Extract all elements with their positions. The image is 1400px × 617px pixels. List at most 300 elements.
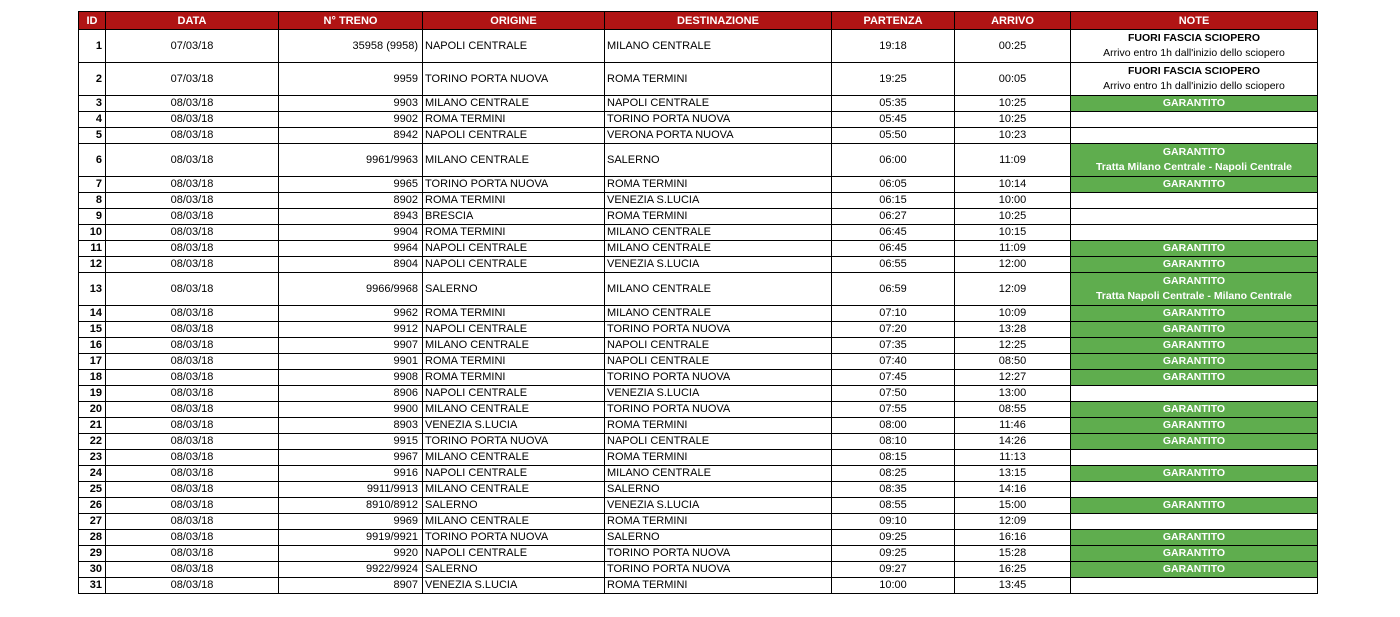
cell-data: 08/03/18: [106, 128, 279, 144]
cell-note: [1071, 354, 1318, 370]
cell-origine: ROMA TERMINI: [423, 193, 605, 209]
cell-partenza: 08:10: [832, 434, 955, 450]
header-note: NOTE: [1071, 12, 1318, 30]
cell-arrivo: 14:26: [955, 434, 1071, 450]
cell-treno: 9922/9924: [279, 562, 423, 578]
cell-arrivo: 08:50: [955, 354, 1071, 370]
cell-destinazione: NAPOLI CENTRALE: [605, 354, 832, 370]
cell-treno: 8904: [279, 257, 423, 273]
table-row: [79, 370, 1318, 386]
cell-note: [1071, 434, 1318, 450]
cell-note: [1071, 193, 1318, 209]
cell-partenza: 06:55: [832, 257, 955, 273]
cell-arrivo: 14:16: [955, 482, 1071, 498]
cell-origine: MILANO CENTRALE: [423, 402, 605, 418]
cell-data: 08/03/18: [106, 241, 279, 257]
cell-id: 7: [79, 177, 106, 193]
cell-data: 08/03/18: [106, 112, 279, 128]
cell-arrivo: 13:15: [955, 466, 1071, 482]
cell-id: 27: [79, 514, 106, 530]
cell-data: 08/03/18: [106, 273, 279, 306]
cell-partenza: 07:20: [832, 322, 955, 338]
cell-id: 11: [79, 241, 106, 257]
cell-destinazione: NAPOLI CENTRALE: [605, 96, 832, 112]
cell-id: 24: [79, 466, 106, 482]
cell-id: 23: [79, 450, 106, 466]
cell-arrivo: 13:28: [955, 322, 1071, 338]
cell-note: [1071, 273, 1318, 306]
cell-destinazione: MILANO CENTRALE: [605, 30, 832, 63]
cell-arrivo: 11:46: [955, 418, 1071, 434]
cell-id: 28: [79, 530, 106, 546]
note-status: GARANTITO: [1162, 403, 1226, 415]
table-row: [79, 112, 1318, 128]
header-partenza: PARTENZA: [832, 12, 955, 30]
note-status: GARANTITO: [1162, 242, 1226, 254]
table-row: [79, 209, 1318, 225]
cell-note: [1071, 546, 1318, 562]
cell-destinazione: ROMA TERMINI: [605, 63, 832, 96]
cell-destinazione: MILANO CENTRALE: [605, 466, 832, 482]
train-schedule-sheet: [78, 11, 1318, 594]
cell-partenza: 08:00: [832, 418, 955, 434]
cell-destinazione: ROMA TERMINI: [605, 578, 832, 594]
cell-origine: TORINO PORTA NUOVA: [423, 434, 605, 450]
cell-origine: TORINO PORTA NUOVA: [423, 63, 605, 96]
cell-treno: 8907: [279, 578, 423, 594]
cell-treno: 8902: [279, 193, 423, 209]
table-row: [79, 514, 1318, 530]
table-row: [79, 30, 1318, 63]
note-status: GARANTITO: [1162, 323, 1226, 335]
cell-data: 08/03/18: [106, 578, 279, 594]
header-data: DATA: [106, 12, 279, 30]
cell-treno: 9901: [279, 354, 423, 370]
cell-arrivo: 16:16: [955, 530, 1071, 546]
header-arrivo: ARRIVO: [955, 12, 1071, 30]
table-row: [79, 338, 1318, 354]
note-status: GARANTITO: [1162, 146, 1226, 158]
cell-treno: 9908: [279, 370, 423, 386]
table-row: [79, 193, 1318, 209]
cell-partenza: 08:35: [832, 482, 955, 498]
train-table: [78, 11, 1318, 594]
cell-treno: 35958 (9958): [279, 30, 423, 63]
cell-id: 31: [79, 578, 106, 594]
cell-origine: MILANO CENTRALE: [423, 96, 605, 112]
cell-treno: 9903: [279, 96, 423, 112]
cell-data: 08/03/18: [106, 96, 279, 112]
cell-treno: 9920: [279, 546, 423, 562]
cell-destinazione: VENEZIA S.LUCIA: [605, 193, 832, 209]
cell-id: 12: [79, 257, 106, 273]
cell-destinazione: SALERNO: [605, 144, 832, 177]
table-row: [79, 322, 1318, 338]
cell-destinazione: NAPOLI CENTRALE: [605, 338, 832, 354]
cell-origine: NAPOLI CENTRALE: [423, 466, 605, 482]
cell-origine: VENEZIA S.LUCIA: [423, 578, 605, 594]
cell-origine: ROMA TERMINI: [423, 112, 605, 128]
cell-data: 08/03/18: [106, 209, 279, 225]
cell-destinazione: TORINO PORTA NUOVA: [605, 562, 832, 578]
cell-id: 10: [79, 225, 106, 241]
cell-note: [1071, 96, 1318, 112]
cell-note: [1071, 177, 1318, 193]
cell-treno: 9916: [279, 466, 423, 482]
cell-id: 8: [79, 193, 106, 209]
cell-arrivo: 10:25: [955, 112, 1071, 128]
table-row: [79, 530, 1318, 546]
cell-partenza: 06:45: [832, 225, 955, 241]
cell-origine: BRESCIA: [423, 209, 605, 225]
cell-origine: ROMA TERMINI: [423, 370, 605, 386]
cell-id: 1: [79, 30, 106, 63]
cell-destinazione: VERONA PORTA NUOVA: [605, 128, 832, 144]
cell-partenza: 09:25: [832, 546, 955, 562]
cell-partenza: 07:45: [832, 370, 955, 386]
cell-treno: 9959: [279, 63, 423, 96]
cell-note: [1071, 144, 1318, 177]
note-status: GARANTITO: [1162, 97, 1226, 109]
cell-arrivo: 12:09: [955, 514, 1071, 530]
cell-origine: ROMA TERMINI: [423, 354, 605, 370]
cell-destinazione: NAPOLI CENTRALE: [605, 434, 832, 450]
note-detail: Arrivo entro 1h dall'inizio dello sciopero: [1103, 80, 1285, 92]
note-detail: Tratta Milano Centrale - Napoli Centrale: [1095, 161, 1293, 173]
table-row: [79, 241, 1318, 257]
cell-id: 5: [79, 128, 106, 144]
cell-data: 08/03/18: [106, 386, 279, 402]
table-row: [79, 306, 1318, 322]
cell-destinazione: MILANO CENTRALE: [605, 306, 832, 322]
cell-partenza: 19:25: [832, 63, 955, 96]
cell-id: 2: [79, 63, 106, 96]
cell-partenza: 06:00: [832, 144, 955, 177]
cell-note: [1071, 450, 1318, 466]
table-row: [79, 177, 1318, 193]
cell-destinazione: ROMA TERMINI: [605, 514, 832, 530]
cell-destinazione: ROMA TERMINI: [605, 177, 832, 193]
cell-data: 07/03/18: [106, 63, 279, 96]
cell-origine: NAPOLI CENTRALE: [423, 128, 605, 144]
cell-destinazione: ROMA TERMINI: [605, 209, 832, 225]
cell-arrivo: 13:00: [955, 386, 1071, 402]
cell-destinazione: VENEZIA S.LUCIA: [605, 257, 832, 273]
cell-origine: NAPOLI CENTRALE: [423, 30, 605, 63]
note-status: GARANTITO: [1162, 419, 1226, 431]
cell-destinazione: MILANO CENTRALE: [605, 241, 832, 257]
cell-destinazione: TORINO PORTA NUOVA: [605, 112, 832, 128]
cell-treno: 9967: [279, 450, 423, 466]
cell-arrivo: 00:25: [955, 30, 1071, 63]
cell-data: 08/03/18: [106, 225, 279, 241]
cell-data: 08/03/18: [106, 450, 279, 466]
cell-treno: 9919/9921: [279, 530, 423, 546]
cell-arrivo: 00:05: [955, 63, 1071, 96]
cell-partenza: 07:35: [832, 338, 955, 354]
cell-treno: 8903: [279, 418, 423, 434]
cell-data: 08/03/18: [106, 498, 279, 514]
note-status: FUORI FASCIA SCIOPERO: [1127, 65, 1261, 77]
cell-data: 07/03/18: [106, 30, 279, 63]
note-status: GARANTITO: [1162, 275, 1226, 287]
cell-id: 3: [79, 96, 106, 112]
note-status: GARANTITO: [1162, 563, 1226, 575]
cell-arrivo: 10:15: [955, 225, 1071, 241]
cell-arrivo: 08:55: [955, 402, 1071, 418]
cell-note: [1071, 386, 1318, 402]
table-row: [79, 450, 1318, 466]
cell-note: [1071, 306, 1318, 322]
cell-arrivo: 11:13: [955, 450, 1071, 466]
cell-origine: MILANO CENTRALE: [423, 450, 605, 466]
cell-id: 29: [79, 546, 106, 562]
cell-origine: ROMA TERMINI: [423, 306, 605, 322]
cell-id: 25: [79, 482, 106, 498]
cell-note: [1071, 482, 1318, 498]
header-destinazione: DESTINAZIONE: [605, 12, 832, 30]
cell-treno: 9966/9968: [279, 273, 423, 306]
table-row: [79, 354, 1318, 370]
cell-id: 16: [79, 338, 106, 354]
cell-note: [1071, 514, 1318, 530]
cell-treno: 9912: [279, 322, 423, 338]
cell-partenza: 19:18: [832, 30, 955, 63]
cell-note: [1071, 530, 1318, 546]
cell-arrivo: 10:14: [955, 177, 1071, 193]
cell-treno: 9907: [279, 338, 423, 354]
cell-id: 6: [79, 144, 106, 177]
cell-destinazione: VENEZIA S.LUCIA: [605, 386, 832, 402]
cell-partenza: 07:55: [832, 402, 955, 418]
header-origine: ORIGINE: [423, 12, 605, 30]
cell-arrivo: 12:00: [955, 257, 1071, 273]
cell-destinazione: TORINO PORTA NUOVA: [605, 546, 832, 562]
cell-data: 08/03/18: [106, 418, 279, 434]
note-status: GARANTITO: [1162, 355, 1226, 367]
cell-origine: NAPOLI CENTRALE: [423, 241, 605, 257]
cell-origine: SALERNO: [423, 562, 605, 578]
cell-partenza: 08:55: [832, 498, 955, 514]
table-row: [79, 434, 1318, 450]
cell-destinazione: TORINO PORTA NUOVA: [605, 322, 832, 338]
cell-partenza: 05:50: [832, 128, 955, 144]
cell-id: 15: [79, 322, 106, 338]
cell-note: [1071, 30, 1318, 63]
cell-data: 08/03/18: [106, 402, 279, 418]
cell-id: 18: [79, 370, 106, 386]
cell-arrivo: 15:00: [955, 498, 1071, 514]
cell-note: [1071, 257, 1318, 273]
table-row: [79, 402, 1318, 418]
table-row: [79, 546, 1318, 562]
note-status: GARANTITO: [1162, 178, 1226, 190]
cell-origine: TORINO PORTA NUOVA: [423, 177, 605, 193]
cell-data: 08/03/18: [106, 466, 279, 482]
cell-id: 20: [79, 402, 106, 418]
cell-origine: NAPOLI CENTRALE: [423, 322, 605, 338]
cell-note: [1071, 128, 1318, 144]
cell-arrivo: 10:25: [955, 209, 1071, 225]
cell-data: 08/03/18: [106, 322, 279, 338]
cell-destinazione: MILANO CENTRALE: [605, 225, 832, 241]
cell-arrivo: 12:09: [955, 273, 1071, 306]
cell-destinazione: SALERNO: [605, 530, 832, 546]
cell-partenza: 06:45: [832, 241, 955, 257]
cell-treno: 9900: [279, 402, 423, 418]
header-treno: N° TRENO: [279, 12, 423, 30]
cell-id: 21: [79, 418, 106, 434]
cell-note: [1071, 498, 1318, 514]
cell-note: [1071, 578, 1318, 594]
cell-treno: 9915: [279, 434, 423, 450]
cell-origine: SALERNO: [423, 498, 605, 514]
cell-id: 14: [79, 306, 106, 322]
cell-treno: 8942: [279, 128, 423, 144]
cell-destinazione: TORINO PORTA NUOVA: [605, 370, 832, 386]
cell-treno: 9969: [279, 514, 423, 530]
cell-arrivo: 11:09: [955, 144, 1071, 177]
cell-partenza: 06:15: [832, 193, 955, 209]
table-row: [79, 482, 1318, 498]
cell-arrivo: 10:09: [955, 306, 1071, 322]
cell-id: 19: [79, 386, 106, 402]
note-status: GARANTITO: [1162, 371, 1226, 383]
cell-origine: MILANO CENTRALE: [423, 144, 605, 177]
cell-origine: TORINO PORTA NUOVA: [423, 530, 605, 546]
cell-note: [1071, 370, 1318, 386]
note-status: GARANTITO: [1162, 339, 1226, 351]
table-row: [79, 63, 1318, 96]
cell-data: 08/03/18: [106, 370, 279, 386]
cell-note: [1071, 241, 1318, 257]
cell-data: 08/03/18: [106, 530, 279, 546]
cell-data: 08/03/18: [106, 482, 279, 498]
cell-treno: 9965: [279, 177, 423, 193]
cell-destinazione: ROMA TERMINI: [605, 418, 832, 434]
cell-partenza: 05:35: [832, 96, 955, 112]
table-row: [79, 96, 1318, 112]
table-row: [79, 578, 1318, 594]
table-body: [79, 30, 1318, 594]
cell-destinazione: MILANO CENTRALE: [605, 273, 832, 306]
cell-destinazione: SALERNO: [605, 482, 832, 498]
cell-partenza: 08:15: [832, 450, 955, 466]
cell-id: 13: [79, 273, 106, 306]
table-row: [79, 273, 1318, 306]
cell-id: 9: [79, 209, 106, 225]
cell-arrivo: 10:23: [955, 128, 1071, 144]
cell-destinazione: ROMA TERMINI: [605, 450, 832, 466]
cell-origine: MILANO CENTRALE: [423, 338, 605, 354]
cell-origine: NAPOLI CENTRALE: [423, 546, 605, 562]
cell-partenza: 07:40: [832, 354, 955, 370]
cell-note: [1071, 338, 1318, 354]
cell-treno: 9902: [279, 112, 423, 128]
cell-arrivo: 13:45: [955, 578, 1071, 594]
cell-partenza: 08:25: [832, 466, 955, 482]
cell-treno: 8943: [279, 209, 423, 225]
cell-partenza: 09:27: [832, 562, 955, 578]
cell-data: 08/03/18: [106, 546, 279, 562]
cell-partenza: 07:50: [832, 386, 955, 402]
table-row: [79, 128, 1318, 144]
header-row: [79, 12, 1318, 30]
cell-data: 08/03/18: [106, 306, 279, 322]
cell-note: [1071, 225, 1318, 241]
cell-partenza: 06:59: [832, 273, 955, 306]
cell-data: 08/03/18: [106, 193, 279, 209]
cell-treno: 9904: [279, 225, 423, 241]
cell-treno: 9911/9913: [279, 482, 423, 498]
cell-arrivo: 12:27: [955, 370, 1071, 386]
cell-partenza: 09:25: [832, 530, 955, 546]
table-row: [79, 144, 1318, 177]
note-detail: Arrivo entro 1h dall'inizio dello sciopero: [1103, 47, 1285, 59]
cell-partenza: 07:10: [832, 306, 955, 322]
note-status: GARANTITO: [1162, 435, 1226, 447]
cell-data: 08/03/18: [106, 514, 279, 530]
note-status: GARANTITO: [1162, 467, 1226, 479]
table-row: [79, 386, 1318, 402]
cell-destinazione: VENEZIA S.LUCIA: [605, 498, 832, 514]
cell-partenza: 06:27: [832, 209, 955, 225]
table-row: [79, 498, 1318, 514]
cell-partenza: 05:45: [832, 112, 955, 128]
table-row: [79, 562, 1318, 578]
cell-origine: NAPOLI CENTRALE: [423, 257, 605, 273]
cell-note: [1071, 63, 1318, 96]
cell-destinazione: TORINO PORTA NUOVA: [605, 402, 832, 418]
cell-origine: MILANO CENTRALE: [423, 514, 605, 530]
cell-note: [1071, 209, 1318, 225]
cell-data: 08/03/18: [106, 177, 279, 193]
cell-note: [1071, 402, 1318, 418]
cell-note: [1071, 322, 1318, 338]
table-row: [79, 257, 1318, 273]
cell-treno: 9961/9963: [279, 144, 423, 177]
note-status: GARANTITO: [1162, 547, 1226, 559]
cell-note: [1071, 418, 1318, 434]
cell-arrivo: 10:25: [955, 96, 1071, 112]
cell-data: 08/03/18: [106, 562, 279, 578]
cell-arrivo: 15:28: [955, 546, 1071, 562]
cell-note: [1071, 466, 1318, 482]
cell-partenza: 10:00: [832, 578, 955, 594]
note-status: GARANTITO: [1162, 531, 1226, 543]
cell-data: 08/03/18: [106, 434, 279, 450]
cell-data: 08/03/18: [106, 144, 279, 177]
cell-data: 08/03/18: [106, 354, 279, 370]
cell-partenza: 09:10: [832, 514, 955, 530]
cell-arrivo: 11:09: [955, 241, 1071, 257]
note-status: GARANTITO: [1162, 307, 1226, 319]
cell-origine: MILANO CENTRALE: [423, 482, 605, 498]
cell-arrivo: 16:25: [955, 562, 1071, 578]
table-row: [79, 225, 1318, 241]
cell-id: 17: [79, 354, 106, 370]
cell-note: [1071, 112, 1318, 128]
cell-treno: 9964: [279, 241, 423, 257]
cell-id: 22: [79, 434, 106, 450]
table-row: [79, 466, 1318, 482]
cell-origine: NAPOLI CENTRALE: [423, 386, 605, 402]
note-status: FUORI FASCIA SCIOPERO: [1127, 32, 1261, 44]
cell-id: 26: [79, 498, 106, 514]
cell-treno: 8910/8912: [279, 498, 423, 514]
header-id: ID: [79, 12, 106, 30]
cell-origine: ROMA TERMINI: [423, 225, 605, 241]
